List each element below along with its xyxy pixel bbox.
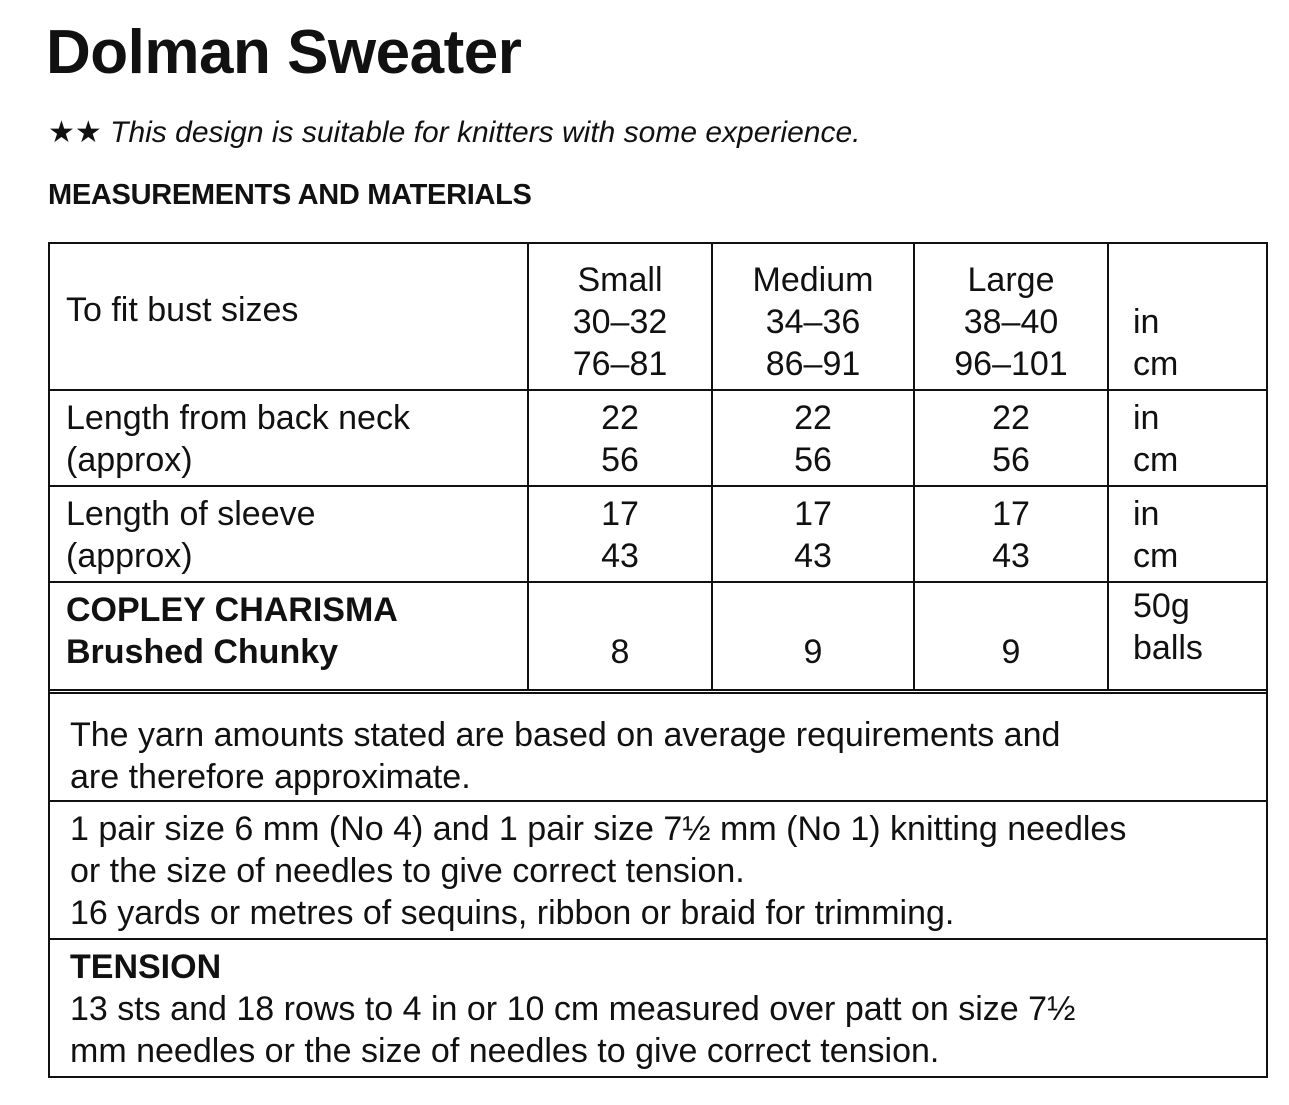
row-label-line: (approx) (66, 441, 193, 479)
row-label (50, 486, 528, 582)
tension-line: 13 sts and 18 rows to 4 in or 10 cm measured over patt on size 7½ (70, 990, 1076, 1028)
cell-small (528, 486, 712, 582)
cell-unit (1108, 390, 1266, 486)
size-cm-large: 96–101 (954, 345, 1068, 383)
measurements-sheet (48, 242, 1268, 1078)
tension-section (50, 938, 1266, 1078)
unit-cm: cm (1133, 441, 1179, 479)
value-cm: 43 (794, 537, 832, 575)
balls-medium: 9 (803, 633, 823, 671)
note-line: are therefore approximate. (70, 758, 471, 796)
value-in: 22 (992, 399, 1030, 437)
note-line: 1 pair size 6 mm (No 4) and 1 pair size 7½ mm (No 1) knitting needles (70, 810, 1127, 848)
value-cm: 43 (601, 537, 639, 575)
yarn-brand: COPLEY CHARISMA (66, 591, 398, 629)
table-row-length-back-neck (50, 390, 1266, 486)
size-name-small: Small (577, 261, 663, 299)
cell-small (528, 582, 712, 690)
unit-in: in (1133, 303, 1160, 341)
cell-unit (1108, 582, 1266, 690)
value-cm: 56 (794, 441, 832, 479)
row-label-line: (approx) (66, 537, 193, 575)
value-in: 17 (992, 495, 1030, 533)
yarn-type: Brushed Chunky (66, 633, 339, 671)
cell-large (914, 486, 1108, 582)
size-in-small: 30–32 (572, 303, 668, 341)
value-in: 17 (601, 495, 639, 533)
unit-in: in (1133, 399, 1160, 437)
size-cm-small: 76–81 (572, 345, 668, 383)
cell-large (914, 390, 1108, 486)
table-row-yarn (50, 582, 1266, 690)
row-label-line: Length of sleeve (66, 495, 316, 533)
unit-in: in (1133, 495, 1160, 533)
size-name-large: Large (967, 261, 1055, 299)
unit-cm: cm (1133, 345, 1179, 383)
note-line: or the size of needles to give correct tension. (70, 852, 745, 890)
tension-line: mm needles or the size of needles to give correct tension. (70, 1032, 940, 1070)
size-name-medium: Medium (752, 261, 874, 299)
cell-medium (712, 390, 914, 486)
unit-balls: balls (1133, 629, 1203, 667)
value-in: 22 (601, 399, 639, 437)
row-label-line: Length from back neck (66, 399, 410, 437)
size-in-medium: 34–36 (765, 303, 861, 341)
cell-small (528, 244, 712, 390)
row-label (50, 582, 528, 690)
unit-weight: 50g (1133, 587, 1190, 625)
cell-medium (712, 486, 914, 582)
row-label (50, 244, 528, 390)
value-cm: 56 (601, 441, 639, 479)
cell-medium (712, 582, 914, 690)
value-cm: 56 (992, 441, 1030, 479)
needles-note (50, 800, 1266, 940)
table-row-bust (50, 244, 1266, 390)
cell-unit (1108, 244, 1266, 390)
size-in-large: 38–40 (963, 303, 1059, 341)
value-in: 17 (794, 495, 832, 533)
balls-large: 9 (1001, 633, 1021, 671)
cell-medium (712, 244, 914, 390)
value-in: 22 (794, 399, 832, 437)
value-cm: 43 (992, 537, 1030, 575)
row-label (50, 390, 528, 486)
size-cm-medium: 86–91 (765, 345, 861, 383)
balls-small: 8 (610, 633, 630, 671)
page-title: Dolman Sweater (46, 18, 522, 87)
cell-large (914, 582, 1108, 690)
tension-heading: TENSION (70, 948, 222, 986)
row-label-line: To fit bust sizes (66, 290, 299, 329)
unit-cm: cm (1133, 537, 1179, 575)
difficulty-note: ★★ This design is suitable for knitters with some experience. (48, 116, 861, 149)
cell-large (914, 244, 1108, 390)
measurements-table (50, 244, 1266, 691)
cell-small (528, 390, 712, 486)
section-heading: MEASUREMENTS AND MATERIALS (48, 179, 532, 211)
yarn-note (50, 692, 1266, 802)
note-line: 16 yards or metres of sequins, ribbon or braid for trimming. (70, 894, 955, 932)
note-line: The yarn amounts stated are based on average requirements and (70, 716, 1061, 754)
cell-unit (1108, 486, 1266, 582)
table-row-length-sleeve (50, 486, 1266, 582)
